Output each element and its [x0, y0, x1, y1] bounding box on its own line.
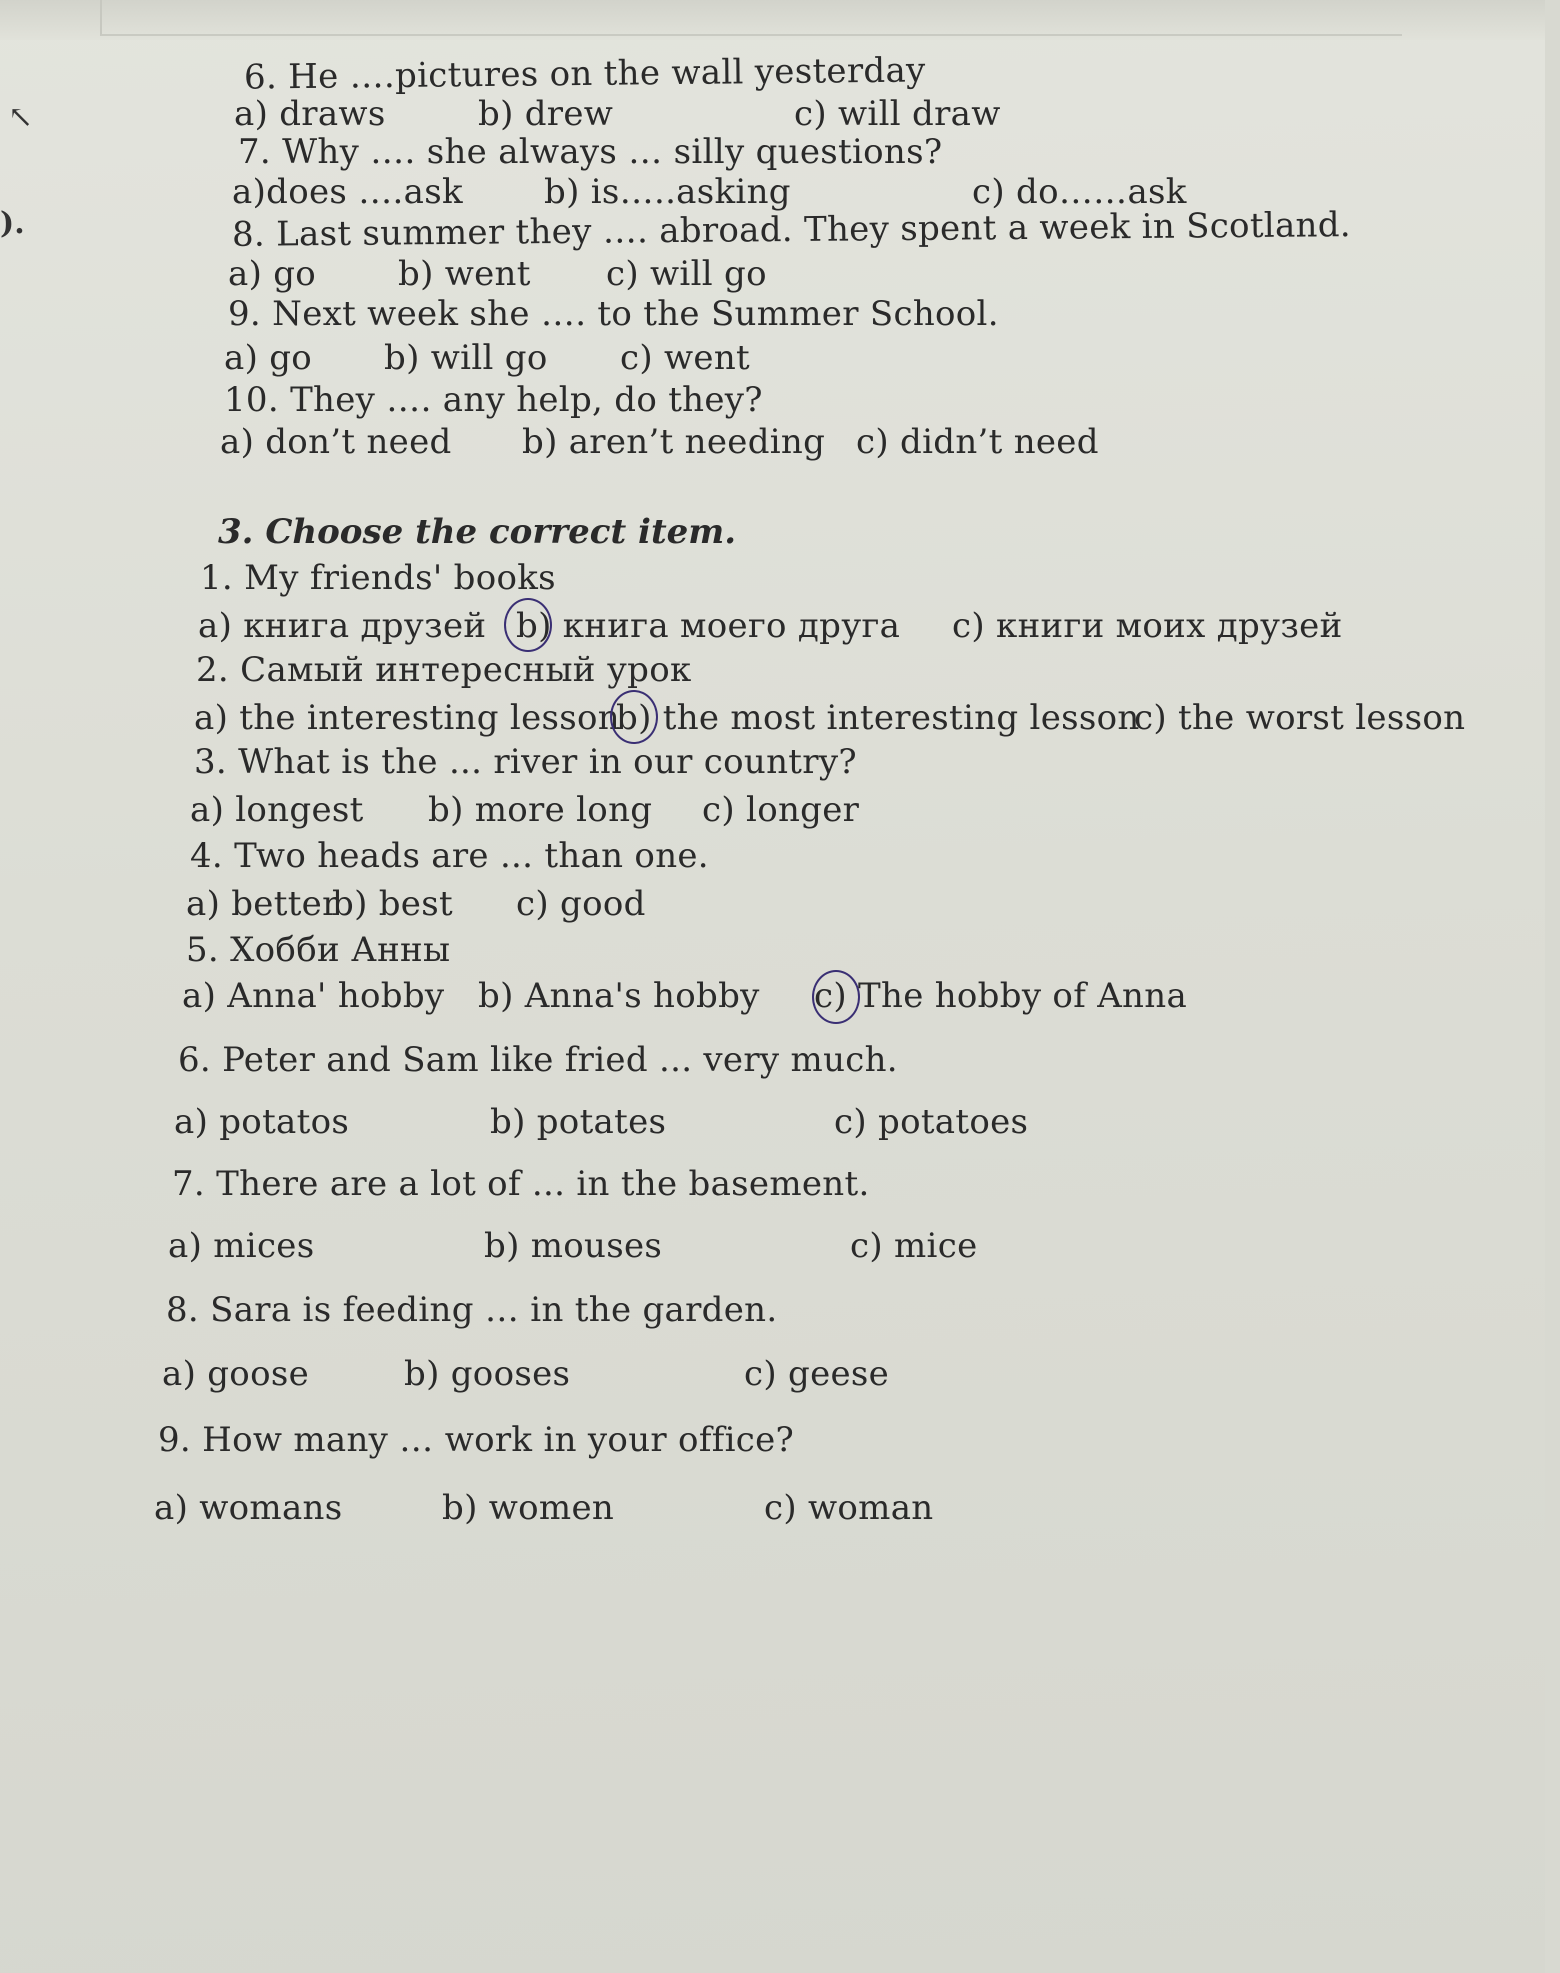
- option-a[interactable]: a) potatos: [174, 1102, 350, 1142]
- option-b[interactable]: b) is…..asking: [544, 172, 791, 212]
- option-c[interactable]: c) good: [516, 884, 646, 924]
- option-c[interactable]: c) longer: [702, 790, 860, 830]
- option-a[interactable]: a) go: [228, 254, 317, 294]
- margin-mark-1: ↖: [8, 100, 34, 135]
- option-a[interactable]: a) draws: [234, 94, 386, 134]
- answer-circle-3-5: [812, 970, 860, 1024]
- option-a[interactable]: a) goose: [162, 1354, 310, 1394]
- question-3-2: 2. Самый интересный урок: [196, 650, 692, 690]
- option-c[interactable]: c) will draw: [794, 94, 1001, 134]
- options-2-10: [220, 422, 1220, 462]
- question-3-1: 1. My friends' books: [200, 558, 556, 598]
- option-c[interactable]: c) went: [620, 338, 750, 378]
- previous-page-edge: [100, 0, 1402, 36]
- option-b[interactable]: b) aren’t needing: [522, 422, 826, 462]
- option-b[interactable]: b) the most interesting lesson: [616, 698, 1140, 738]
- question-3-7: 7. There are a lot of ... in the basement.: [172, 1164, 870, 1204]
- options-2-7: [232, 172, 1232, 212]
- option-b[interactable]: b) women: [442, 1488, 615, 1528]
- option-a[interactable]: a) go: [224, 338, 313, 378]
- section-heading: 3. Choose the correct item.: [218, 512, 737, 552]
- option-b[interactable]: b) mouses: [484, 1226, 663, 1266]
- options-3-6: [174, 1102, 1174, 1142]
- option-a[interactable]: a) the interesting lesson: [194, 698, 620, 738]
- answer-circle-3-2: [610, 690, 658, 744]
- options-3-3: [190, 790, 1090, 830]
- option-a[interactable]: a) Anna' hobby: [182, 976, 445, 1016]
- options-3-7: [168, 1226, 1168, 1266]
- answer-circle-3-1: [504, 598, 552, 652]
- option-b[interactable]: b) more long: [428, 790, 653, 830]
- question-3-6: 6. Peter and Sam like fried ... very much.: [178, 1040, 898, 1080]
- option-c[interactable]: c) woman: [764, 1488, 934, 1528]
- option-c[interactable]: c) do……ask: [972, 172, 1187, 212]
- option-c[interactable]: c) potatoes: [834, 1102, 1029, 1142]
- options-3-1: [198, 606, 1398, 646]
- options-3-9: [154, 1488, 1154, 1528]
- question-3-9: 9. How many … work in your office?: [158, 1420, 795, 1460]
- option-a[interactable]: a) книга друзей: [198, 606, 487, 646]
- option-a[interactable]: a)does ….ask: [232, 172, 463, 212]
- question-3-3: 3. What is the ... river in our country?: [194, 742, 857, 782]
- option-b[interactable]: b) went: [398, 254, 531, 294]
- option-b[interactable]: b) drew: [478, 94, 614, 134]
- option-c[interactable]: c) The hobby of Anna: [814, 976, 1188, 1016]
- question-2-6: 6. He ….pictures on the wall yesterday: [243, 50, 926, 98]
- option-c[interactable]: c) geese: [744, 1354, 890, 1394]
- question-2-8: 8. Last summer they …. abroad. They spent a week in Scotland.: [231, 205, 1352, 255]
- question-3-5: 5. Хобби Анны: [186, 930, 451, 970]
- option-a[interactable]: a) don’t need: [220, 422, 452, 462]
- option-b[interactable]: b) potates: [490, 1102, 667, 1142]
- option-c[interactable]: c) the worst lesson: [1134, 698, 1466, 738]
- options-3-8: [162, 1354, 1162, 1394]
- options-3-5: [182, 976, 1382, 1016]
- option-b[interactable]: b) best: [332, 884, 453, 924]
- option-c[interactable]: c) didn’t need: [856, 422, 1099, 462]
- option-a[interactable]: a) mices: [168, 1226, 315, 1266]
- option-b[interactable]: b) will go: [384, 338, 548, 378]
- option-b[interactable]: b) gooses: [404, 1354, 571, 1394]
- option-b[interactable]: b) книга моего друга: [516, 606, 901, 646]
- options-3-4: [186, 884, 1086, 924]
- option-a[interactable]: a) womans: [154, 1488, 343, 1528]
- question-3-8: 8. Sara is feeding … in the garden.: [166, 1290, 778, 1330]
- option-c[interactable]: c) книги моих друзей: [952, 606, 1343, 646]
- option-c[interactable]: c) mice: [850, 1226, 978, 1266]
- question-3-4: 4. Two heads are ... than one.: [190, 836, 709, 876]
- option-c[interactable]: c) will go: [606, 254, 767, 294]
- option-a[interactable]: a) better: [186, 884, 339, 924]
- margin-mark-2: ).: [0, 206, 25, 241]
- options-3-2: [194, 698, 1494, 738]
- option-b[interactable]: b) Anna's hobby: [478, 976, 760, 1016]
- options-2-8: [228, 254, 1128, 294]
- options-2-9: [224, 338, 1124, 378]
- question-2-7: 7. Why …. she always … silly questions?: [238, 132, 943, 172]
- page-right-edge: [1545, 0, 1560, 1973]
- question-2-10: 10. They …. any help, do they?: [224, 380, 763, 420]
- question-2-9: 9. Next week she …. to the Summer School.: [228, 294, 999, 334]
- options-2-6: [234, 94, 1134, 134]
- option-a[interactable]: a) longest: [190, 790, 364, 830]
